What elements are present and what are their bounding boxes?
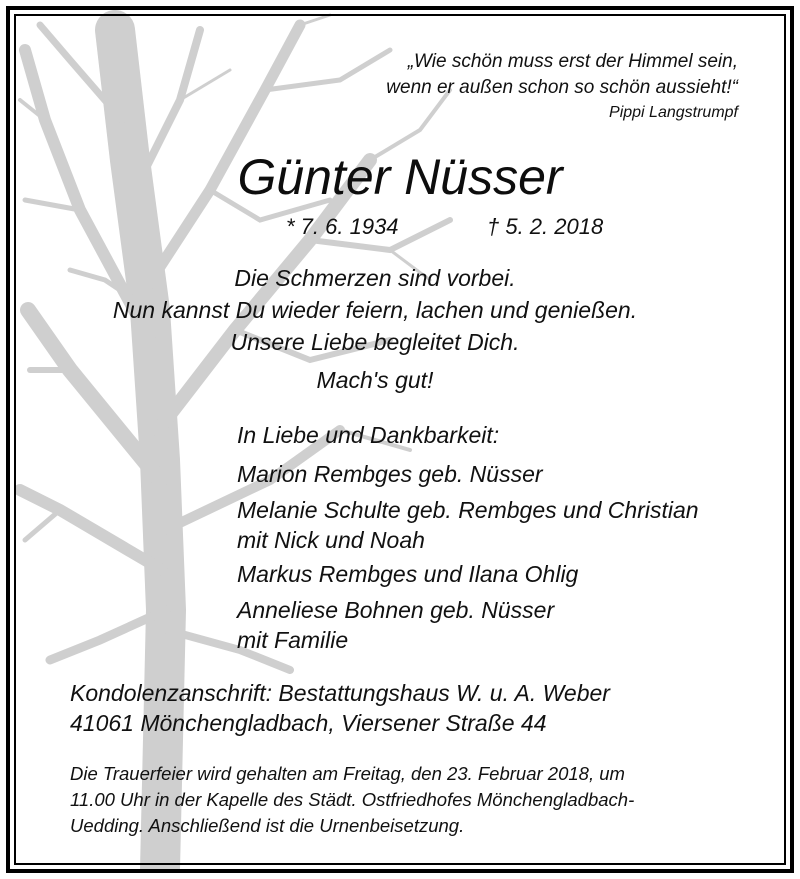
obituary-notice: [6, 6, 794, 873]
quote-line-1: „Wie schön muss erst der Himmel sein,: [407, 51, 738, 72]
funeral-info-line: Uedding. Anschließend ist die Urnenbeisetzung.: [70, 815, 465, 836]
verse-line: Nun kannst Du wieder feiern, lachen und genießen.: [112, 297, 638, 323]
death-date: † 5. 2. 2018: [487, 214, 604, 239]
condolence-city: 41061 Mönchengladbach, Viersener Straße 44: [70, 710, 547, 736]
verse-line: Die Schmerzen sind vorbei.: [234, 265, 516, 291]
mourner-line: Markus Rembges und Ilana Ohlig: [237, 561, 579, 587]
verse-line: Mach's gut!: [316, 367, 434, 393]
mourner-line: mit Familie: [237, 627, 349, 653]
birth-date: * 7. 6. 1934: [286, 214, 399, 239]
condolence-address: Kondolenzanschrift: Bestattungshaus W. u. A. Weber: [70, 680, 610, 706]
funeral-info-line: Die Trauerfeier wird gehalten am Freitag, den 23. Februar 2018, um: [70, 763, 625, 784]
funeral-info-line: 11.00 Uhr in der Kapelle des Städt. Ostfriedhofes Mönchengladbach-: [70, 789, 635, 810]
verse-line: Unsere Liebe begleitet Dich.: [230, 329, 520, 355]
mourners-intro: In Liebe und Dankbarkeit:: [237, 422, 500, 448]
mourner-line: Melanie Schulte geb. Rembges und Christian: [237, 497, 699, 523]
mourner-line: mit Nick und Noah: [237, 527, 425, 553]
deceased-name: Günter Nüsser: [237, 149, 563, 205]
quote-author: Pippi Langstrumpf: [609, 104, 738, 121]
mourner-line: Anneliese Bohnen geb. Nüsser: [237, 597, 555, 623]
mourner-line: Marion Rembges geb. Nüsser: [237, 461, 543, 487]
quote-line-2: wenn er außen schon so schön aussieht!“: [386, 77, 738, 98]
